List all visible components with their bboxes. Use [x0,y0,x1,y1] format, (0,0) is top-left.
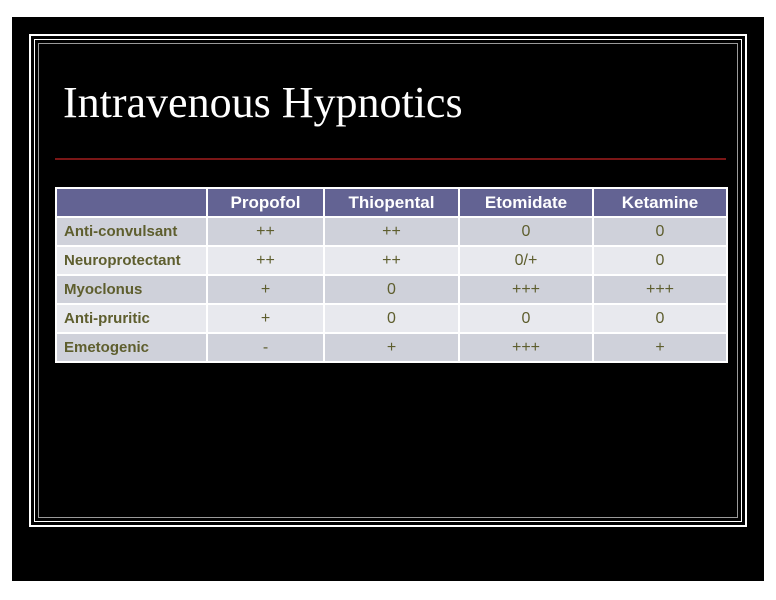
value-cell: 0 [324,275,459,304]
header-cell: Thiopental [324,188,459,217]
table-row [56,333,727,362]
value-cell: +++ [459,275,593,304]
row-label: Anti-convulsant [56,217,207,246]
value-cell: 0 [593,217,727,246]
table-row [56,304,727,333]
table-header-row [56,188,727,217]
row-label: Neuroprotectant [56,246,207,275]
value-cell: 0/+ [459,246,593,275]
value-cell: + [207,275,324,304]
value-cell: 0 [459,217,593,246]
header-cell: Etomidate [459,188,593,217]
header-cell [56,188,207,217]
value-cell: - [207,333,324,362]
table-row [56,217,727,246]
row-label: Anti-pruritic [56,304,207,333]
value-cell: ++ [207,246,324,275]
value-cell: + [207,304,324,333]
value-cell: 0 [593,246,727,275]
value-cell: +++ [593,275,727,304]
row-label: Myoclonus [56,275,207,304]
table-row [56,246,727,275]
value-cell: ++ [324,217,459,246]
row-label: Emetogenic [56,333,207,362]
title-divider [55,158,726,160]
slide-title: Intravenous Hypnotics [63,78,463,127]
value-cell: ++ [207,217,324,246]
table-row [56,275,727,304]
value-cell: ++ [324,246,459,275]
value-cell: 0 [324,304,459,333]
value-cell: 0 [593,304,727,333]
value-cell: +++ [459,333,593,362]
value-cell: + [593,333,727,362]
slide [12,17,764,581]
header-cell: Propofol [207,188,324,217]
value-cell: 0 [459,304,593,333]
header-cell: Ketamine [593,188,727,217]
value-cell: + [324,333,459,362]
comparison-table [55,187,728,363]
